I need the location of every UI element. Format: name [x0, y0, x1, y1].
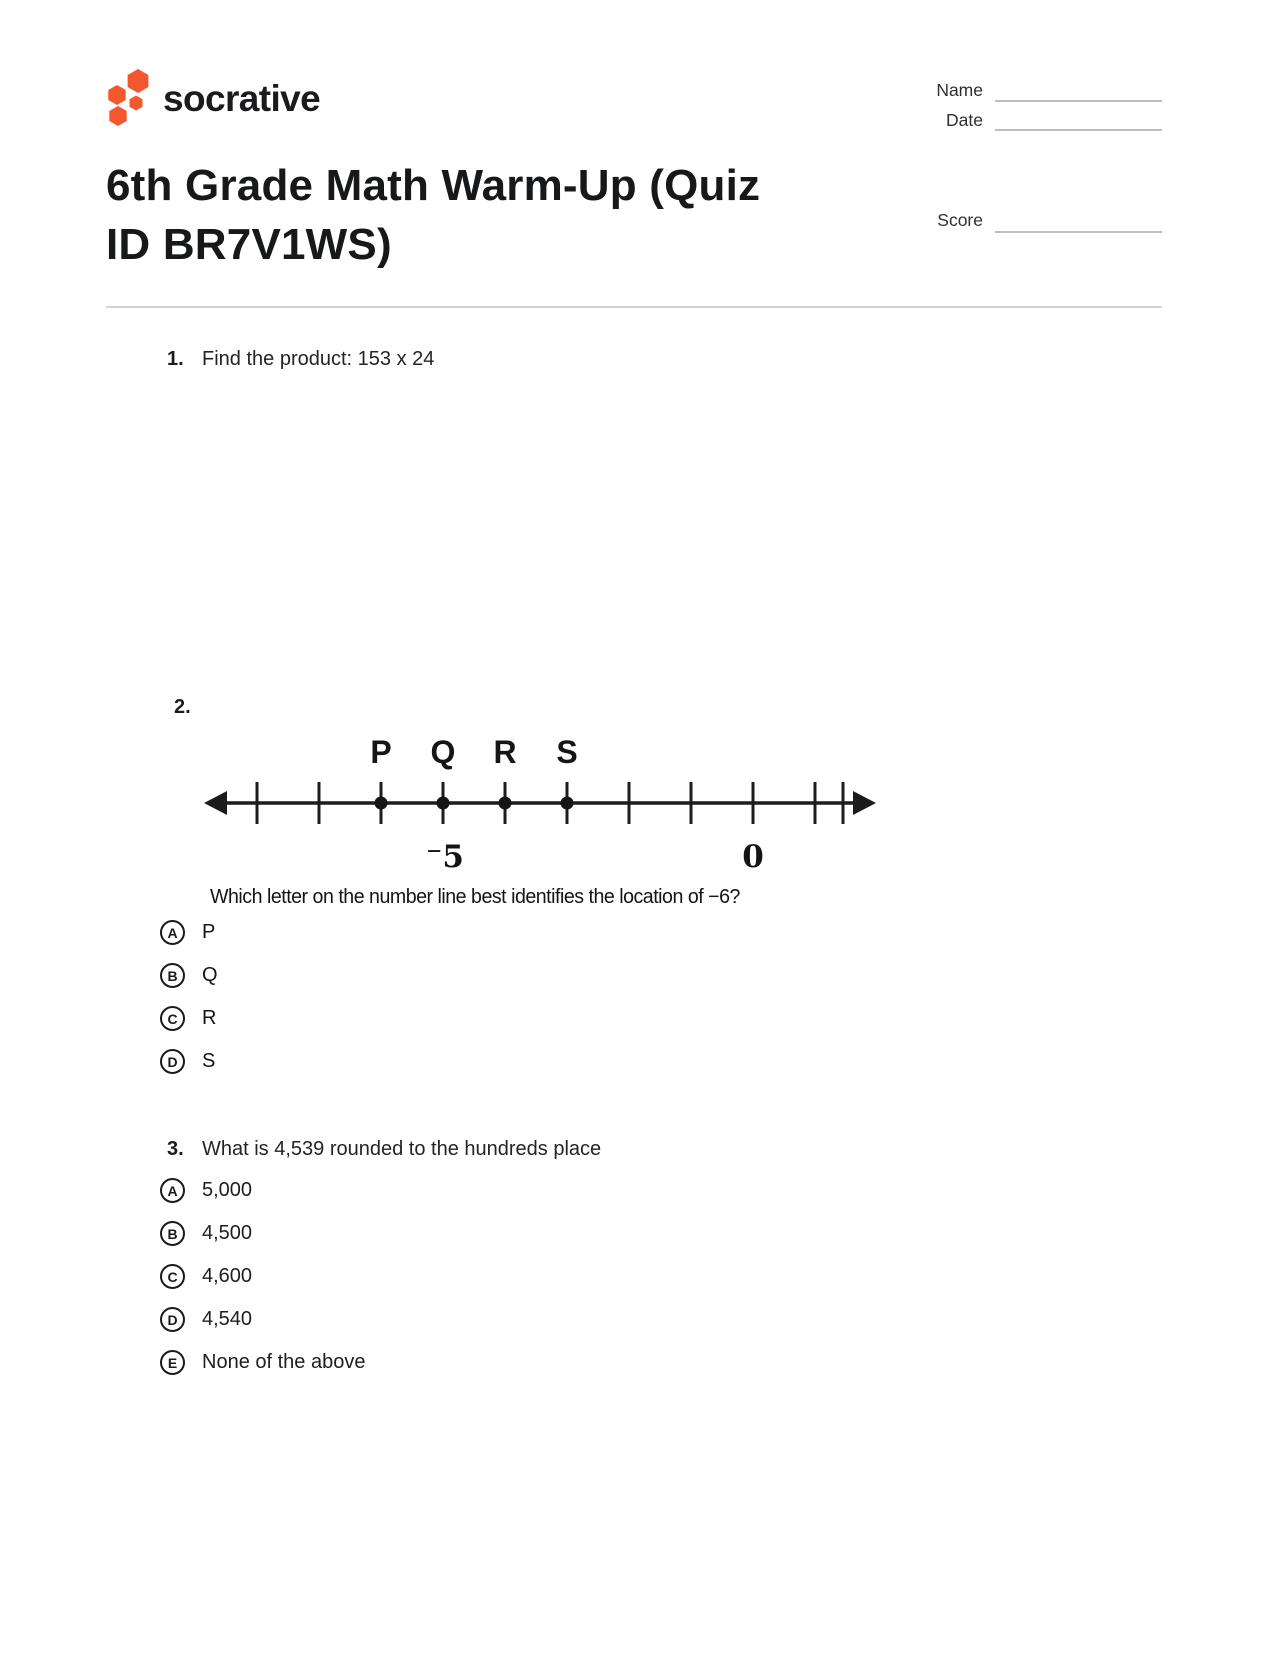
tick-label-neg5: ⁻5: [426, 839, 464, 875]
option-value: R: [202, 1007, 217, 1029]
right-arrowhead-icon: [853, 791, 876, 815]
hexagon-top: [128, 69, 149, 93]
question-3: [167, 1138, 601, 1161]
number-line-figure: [200, 715, 880, 890]
option-value: S: [202, 1050, 216, 1072]
tick-label-zero: 0: [742, 839, 764, 875]
option-row: [160, 920, 217, 945]
question-3-options: [160, 1178, 365, 1375]
option-value: Q: [202, 964, 218, 986]
question-3-number: 3.: [167, 1138, 184, 1160]
option-row: [160, 1006, 217, 1031]
option-value: 4,540: [202, 1308, 253, 1330]
question-3-text: What is 4,539 rounded to the hundreds place: [202, 1138, 602, 1160]
point-label-q: Q: [430, 734, 456, 770]
option-value: 5,000: [202, 1179, 253, 1201]
hexagon-left: [108, 85, 125, 105]
question-2-text: Which letter on the number line best identifies the location of −6?: [210, 886, 740, 908]
hexagon-small: [130, 96, 143, 111]
score-field-label: Score: [937, 210, 983, 230]
question-2-options: [160, 920, 217, 1074]
answer-bubble-b: B: [160, 1221, 185, 1246]
socrative-hexagons-icon: [100, 66, 160, 130]
page-title-line-1: 6th Grade Math Warm-Up (Quiz: [106, 161, 761, 210]
hexagon-bottom: [109, 106, 126, 126]
point-label-p: P: [370, 734, 392, 770]
answer-bubble-c: C: [160, 1264, 185, 1289]
question-1-text: Find the product: 153 x 24: [202, 348, 435, 370]
answer-bubble-d: D: [160, 1307, 185, 1332]
date-field-label: Date: [946, 110, 983, 130]
page-title-line-2: ID BR7V1WS): [106, 220, 392, 269]
option-row: [160, 1350, 365, 1375]
page-title: [106, 156, 760, 274]
name-field-label: Name: [936, 80, 983, 100]
question-1-number: 1.: [167, 348, 184, 370]
socrative-wordmark: socrative: [163, 78, 321, 119]
option-value: P: [202, 921, 216, 943]
option-value: 4,500: [202, 1222, 253, 1244]
header-divider: [106, 306, 1162, 308]
option-row: [160, 1049, 217, 1074]
left-arrowhead-icon: [204, 791, 227, 815]
option-row: [160, 1307, 365, 1332]
option-row: [160, 1264, 365, 1289]
option-value: None of the above: [202, 1351, 366, 1373]
answer-bubble-a: A: [160, 1178, 185, 1203]
answer-bubble-c: C: [160, 1006, 185, 1031]
date-blank-line: [995, 129, 1162, 131]
answer-bubble-e: E: [160, 1350, 185, 1375]
point-label-r: R: [493, 734, 517, 770]
score-blank-line: [995, 231, 1162, 233]
answer-bubble-d: D: [160, 1049, 185, 1074]
option-row: [160, 1221, 365, 1246]
answer-bubble-a: A: [160, 920, 185, 945]
answer-bubble-b: B: [160, 963, 185, 988]
question-2-number: 2.: [174, 696, 191, 718]
question-1: [167, 348, 434, 371]
point-label-s: S: [556, 734, 578, 770]
option-value: 4,600: [202, 1265, 253, 1287]
name-blank-line: [995, 100, 1162, 102]
option-row: [160, 963, 217, 988]
option-row: [160, 1178, 365, 1203]
